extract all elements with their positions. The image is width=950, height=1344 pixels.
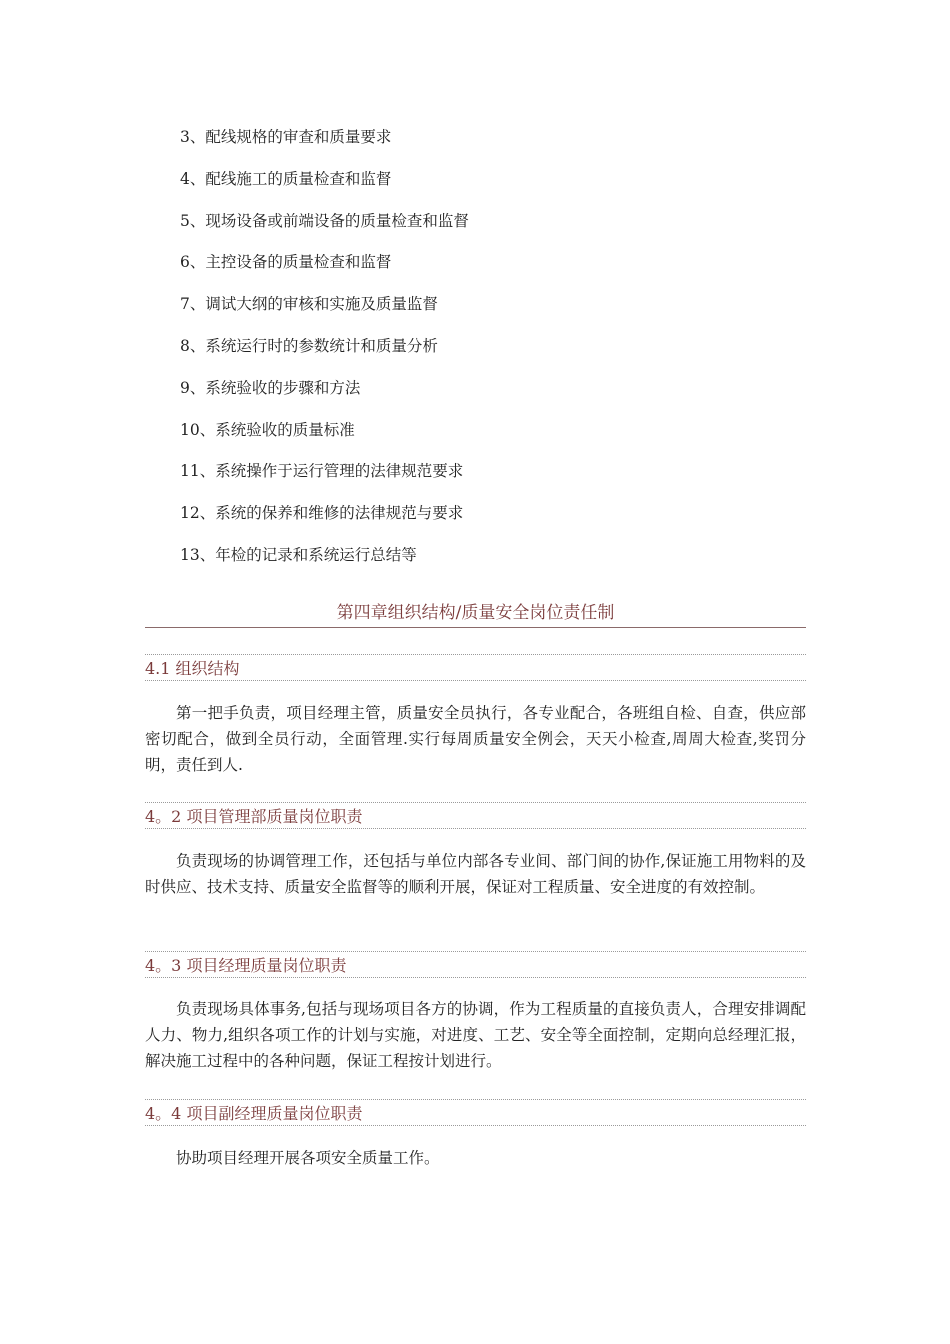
section-heading-4-3: 4。3 项目经理质量岗位职责 (145, 951, 806, 978)
list-item: 5、现场设备或前端设备的质量检查和监督 (180, 211, 469, 230)
section-heading-4-4: 4。4 项目副经理质量岗位职责 (145, 1099, 806, 1126)
list-item: 9、系统验收的步骤和方法 (180, 378, 361, 397)
list-item: 4、配线施工的质量检查和监督 (180, 169, 392, 188)
list-item: 7、调试大纲的审核和实施及质量监督 (180, 295, 438, 314)
section-body-4-3: 负责现场具体事务,包括与现场项目各方的协调，作为工程质量的直接负责人，合理安排调配人力、物力,组织各项工作的计划与实施，对进度、工艺、安全等全面控制，定期向总经理汇报，解决施工过程中的各种问题，保证工程按计划进行。 (145, 1000, 806, 1070)
list-item: 13、年检的记录和系统运行总结等 (180, 545, 417, 564)
list-item: 12、系统的保养和维修的法律规范与要求 (180, 504, 464, 523)
chapter-title: 第四章组织结构/质量安全岗位责任制 (145, 600, 806, 628)
section-body-4-4: 协助项目经理开展各项安全质量工作。 (176, 1149, 440, 1167)
section-body-4-1: 第一把手负责，项目经理主管，质量安全员执行，各专业配合，各班组自检、自查，供应部密切配合，做到全员行动，全面管理.实行每周质量安全例会，天天小检查,周周大检查,奖罚分明，责任到人. (145, 704, 806, 774)
list-item: 10、系统验收的质量标准 (180, 420, 355, 439)
list-item: 3、配线规格的审查和质量要求 (180, 128, 392, 146)
list-item: 8、系统运行时的参数统计和质量分析 (180, 336, 438, 355)
list-item: 11、系统操作于运行管理的法律规范要求 (180, 462, 464, 481)
requirements-list (180, 125, 469, 585)
section-heading-4-1: 4.1 组织结构 (145, 654, 806, 681)
list-item: 6、主控设备的质量检查和监督 (180, 253, 392, 272)
section-body-4-2: 负责现场的协调管理工作，还包括与单位内部各专业间、部门间的协作,保证施工用物料的及时供应、技术支持、质量安全监督等的顺利开展，保证对工程质量、安全进度的有效控制。 (145, 852, 806, 896)
section-heading-4-2: 4。2 项目管理部质量岗位职责 (145, 802, 806, 829)
